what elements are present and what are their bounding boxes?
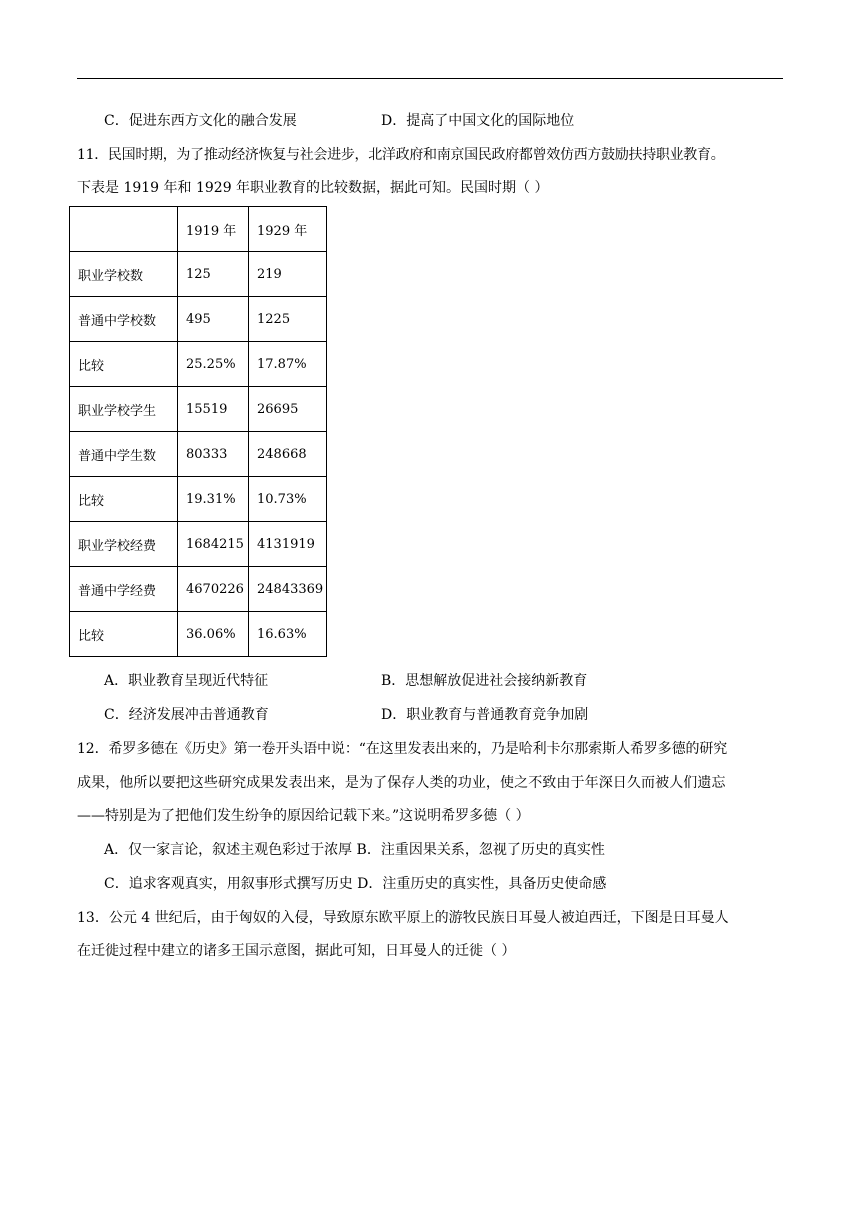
q11-data-table bbox=[69, 206, 327, 657]
table-cell: 1919 年 bbox=[178, 207, 249, 252]
table-cell: 19.31% bbox=[178, 477, 249, 522]
q12-stem-line2: 成果，他所以要把这些研究成果发表出来，是为了保存人类的功业，使之不致由于年深日久而被人们遗忘 bbox=[77, 775, 726, 791]
table-row bbox=[70, 612, 327, 657]
table-cell: 26695 bbox=[249, 387, 327, 432]
table-row bbox=[70, 567, 327, 612]
q10-option-c: C．促进东西方文化的融合发展 bbox=[104, 113, 297, 129]
table-cell: 1225 bbox=[249, 297, 327, 342]
table-cell: 24843369 bbox=[249, 567, 327, 612]
q12-option-cd: C．追求客观真实，用叙事形式撰写历史 D．注重历史的真实性，具备历史使命感 bbox=[104, 876, 607, 892]
q12-option-ab: A．仅一家言论，叙述主观色彩过于浓厚 B．注重因果关系，忽视了历史的真实性 bbox=[104, 842, 605, 858]
table-row-label: 比较 bbox=[70, 612, 178, 657]
table-header-row bbox=[70, 207, 327, 252]
table-cell: 4131919 bbox=[249, 522, 327, 567]
table-cell: 10.73% bbox=[249, 477, 327, 522]
q10-option-d: D．提高了中国文化的国际地位 bbox=[381, 113, 575, 129]
table-cell: 125 bbox=[178, 252, 249, 297]
table-row bbox=[70, 432, 327, 477]
q12-stem-line1: 12．希罗多德在《历史》第一卷开头语中说：“在这里发表出来的，乃是哈利卡尔那索斯人希罗多德的研究 bbox=[77, 741, 728, 757]
table-row bbox=[70, 342, 327, 387]
table-row bbox=[70, 477, 327, 522]
table-cell: 219 bbox=[249, 252, 327, 297]
table-row-label: 比较 bbox=[70, 477, 178, 522]
table-row-label: 普通中学经费 bbox=[70, 567, 178, 612]
table-cell: 17.87% bbox=[249, 342, 327, 387]
table-cell: 80333 bbox=[178, 432, 249, 477]
q11-option-d: D．职业教育与普通教育竞争加剧 bbox=[381, 707, 589, 723]
table-row-label: 普通中学校数 bbox=[70, 297, 178, 342]
q11-option-b: B．思想解放促进社会接纳新教育 bbox=[381, 673, 588, 689]
table-cell: 16.63% bbox=[249, 612, 327, 657]
q11-option-c: C．经济发展冲击普通教育 bbox=[104, 707, 269, 723]
table-row bbox=[70, 252, 327, 297]
table-row-label: 普通中学生数 bbox=[70, 432, 178, 477]
table-cell: 1929 年 bbox=[249, 207, 327, 252]
q11-stem-line2: 下表是 1919 年和 1929 年职业教育的比较数据，据此可知。民国时期（ ） bbox=[77, 180, 549, 196]
table-cell: 248668 bbox=[249, 432, 327, 477]
q12-stem-line3: ——特别是为了把他们发生纷争的原因给记载下来。”这说明希罗多德（ ） bbox=[77, 808, 530, 824]
q11-option-a: A．职业教育呈现近代特征 bbox=[104, 673, 269, 689]
table-cell: 15519 bbox=[178, 387, 249, 432]
table-row bbox=[70, 297, 327, 342]
q13-stem-line2: 在迁徙过程中建立的诸多王国示意图，据此可知，日耳曼人的迁徙（ ） bbox=[77, 943, 516, 959]
header-rule bbox=[77, 78, 783, 79]
table-row-label bbox=[70, 207, 178, 252]
table-cell: 4670226 bbox=[178, 567, 249, 612]
table-row bbox=[70, 522, 327, 567]
table-row-label: 职业学校经费 bbox=[70, 522, 178, 567]
q13-stem-line1: 13．公元 4 世纪后，由于匈奴的入侵，导致原东欧平原上的游牧民族日耳曼人被迫西迁，下图是日耳曼人 bbox=[77, 910, 729, 926]
table-cell: 495 bbox=[178, 297, 249, 342]
table-cell: 25.25% bbox=[178, 342, 249, 387]
table-row bbox=[70, 387, 327, 432]
q11-stem-line1: 11．民国时期，为了推动经济恢复与社会进步，北洋政府和南京国民政府都曾效仿西方鼓励扶持职业教育。 bbox=[77, 147, 725, 163]
table-row-label: 职业学校学生 bbox=[70, 387, 178, 432]
table-cell: 1684215 bbox=[178, 522, 249, 567]
table-row-label: 比较 bbox=[70, 342, 178, 387]
table-row-label: 职业学校数 bbox=[70, 252, 178, 297]
table-cell: 36.06% bbox=[178, 612, 249, 657]
